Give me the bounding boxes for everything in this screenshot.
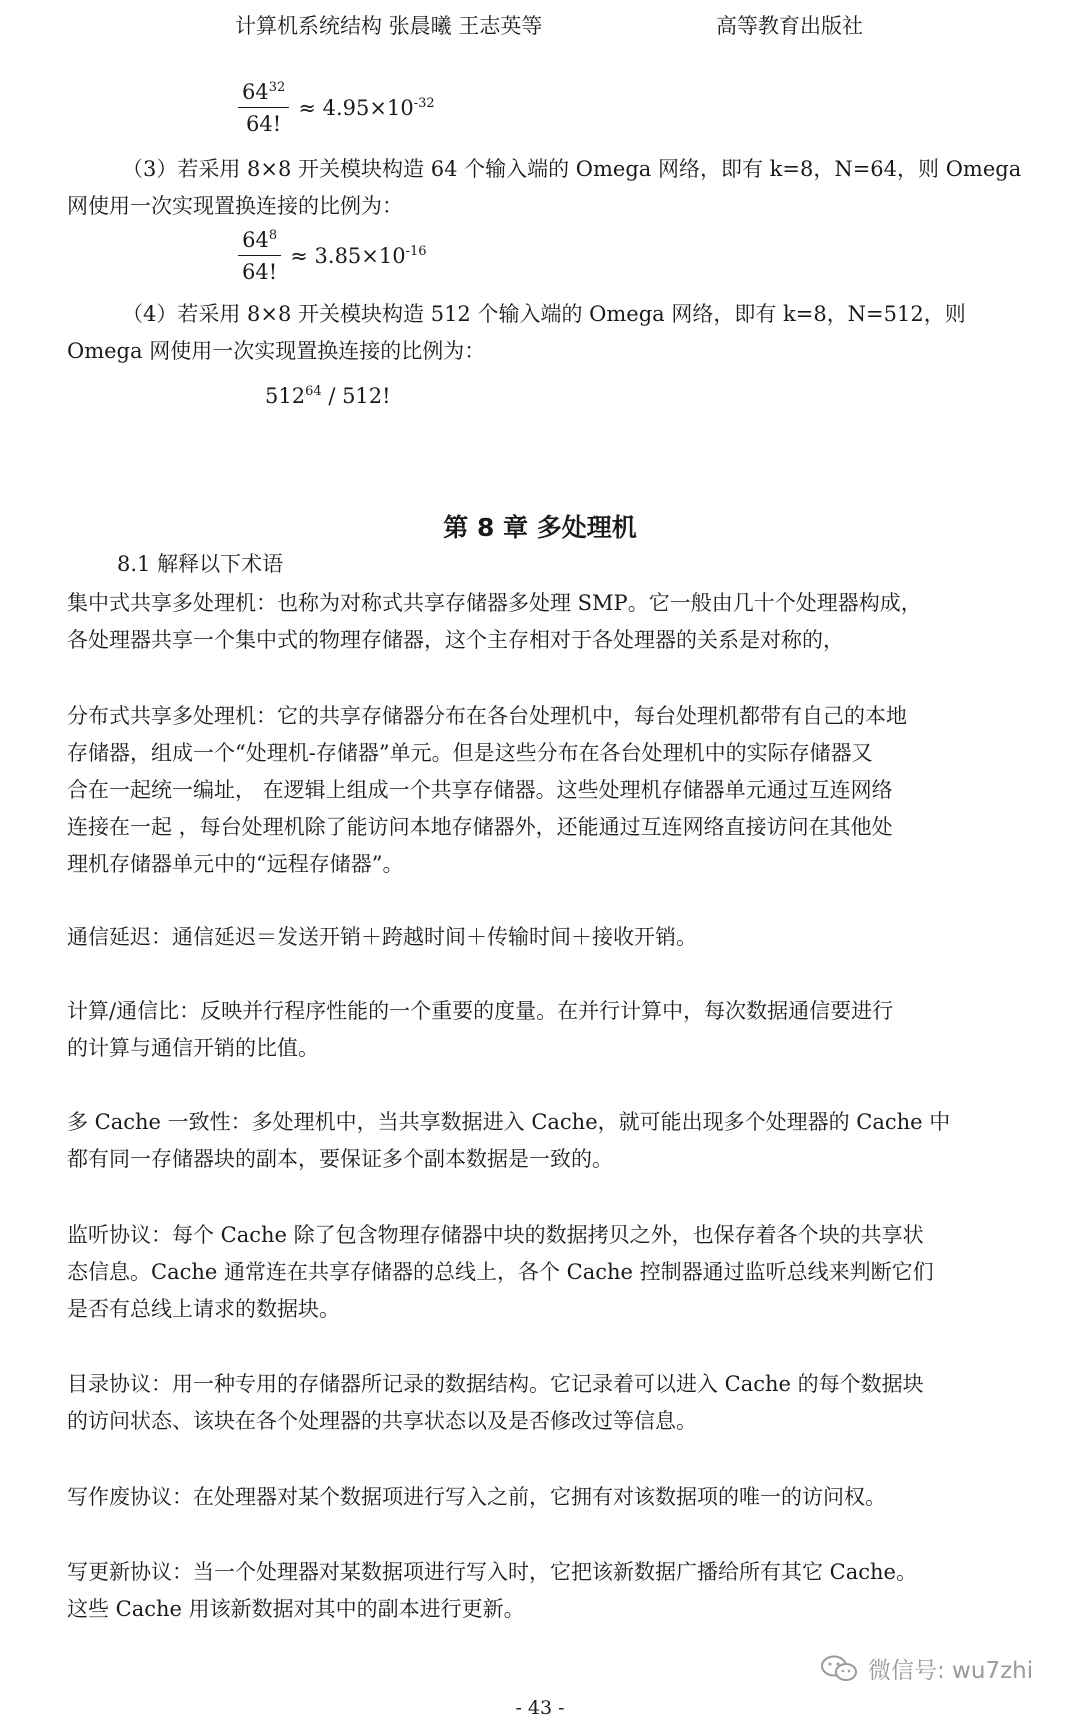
term-snooping-line-2: 态信息。Cache 通常连在共享存储器的总线上，各个 Cache 控制器通过监听总线来判断它们: [67, 1260, 934, 1284]
term-snooping-line-1: 监听协议：每个 Cache 除了包含物理存储器中块的数据拷贝之外，也保存着各个块的共享状: [67, 1223, 924, 1247]
term-ratio-line-1: 计算/通信比：反映并行程序性能的一个重要的度量。在并行计算中，每次数据通信要进行: [67, 999, 894, 1023]
para-3-line-1: （3）若采用 8×8 开关模块构造 64 个输入端的 Omega 网络，即有 k=8，N=64，则 Omega: [122, 157, 1022, 181]
term-latency: 通信延迟：通信延迟＝发送开销＋跨越时间＋传输时间＋接收开销。: [67, 925, 697, 949]
para-4-line-2: Omega 网使用一次实现置换连接的比例为：: [67, 339, 486, 363]
term-dsm-line-5: 理机存储器单元中的“远程存储器”。: [67, 852, 404, 876]
formula-3-exp: 64: [305, 384, 322, 399]
term-write-update-line-2: 这些 Cache 用该新数据对其中的副本进行更新。: [67, 1597, 525, 1621]
formula-3: [265, 384, 391, 408]
formula-1-num-exp: 32: [268, 80, 286, 95]
formula-1: [238, 80, 435, 136]
wechat-icon: [820, 1654, 860, 1684]
term-dsm-line-1: 分布式共享多处理机：它的共享存储器分布在各台处理机中，每台处理机都带有自己的本地: [67, 704, 907, 728]
formula-2-num-base: 64: [242, 228, 269, 252]
term-smp-line-1: 集中式共享多处理机：也称为对称式共享存储器多处理 SMP。它一般由几十个处理器构成，: [67, 591, 922, 615]
term-coherence-line-1: 多 Cache 一致性：多处理机中，当共享数据进入 Cache，就可能出现多个处理器的 Cache 中: [67, 1110, 951, 1134]
formula-1-fraction: [238, 80, 289, 136]
formula-3-base: 512: [265, 384, 306, 408]
formula-1-exp: -32: [413, 96, 435, 111]
term-dsm-line-2: 存储器，组成一个“处理机-存储器”单元。但是这些分布在各台处理机中的实际存储器又: [67, 741, 873, 765]
term-snooping-line-3: 是否有总线上请求的数据块。: [67, 1297, 340, 1321]
header-book-title: 计算机系统结构 张晨曦 王志英等: [235, 14, 543, 38]
formula-2-fraction: [238, 228, 281, 284]
term-coherence-line-2: 都有同一存储器块的副本，要保证多个副本数据是一致的。: [67, 1147, 613, 1171]
term-directory-line-1: 目录协议：用一种专用的存储器所记录的数据结构。它记录着可以进入 Cache 的每个数据块: [67, 1372, 924, 1396]
section-title: 8.1 解释以下术语: [117, 552, 284, 576]
page-number: - 43 -: [515, 1697, 565, 1719]
header-publisher: 高等教育出版社: [716, 14, 863, 38]
formula-2-approx: ≈ 3.85×10: [290, 244, 406, 268]
para-3-line-2: 网使用一次实现置换连接的比例为：: [67, 194, 403, 218]
term-dsm-line-3: 合在一起统一编址， 在逻辑上组成一个共享存储器。这些处理机存储器单元通过互连网络: [67, 778, 893, 802]
formula-2-num-exp: 8: [268, 228, 278, 243]
formula-1-den: 64!: [246, 112, 282, 136]
term-write-update-line-1: 写更新协议：当一个处理器对某数据项进行写入时，它把该新数据广播给所有其它 Cache。: [67, 1560, 917, 1584]
term-write-invalidate: 写作废协议：在处理器对某个数据项进行写入之前，它拥有对该数据项的唯一的访问权。: [67, 1485, 886, 1509]
formula-1-num-base: 64: [242, 80, 269, 104]
term-smp-line-2: 各处理器共享一个集中式的物理存储器，这个主存相对于各处理器的关系是对称的，: [67, 628, 844, 652]
term-directory-line-2: 的访问状态、该块在各个处理器的共享状态以及是否修改过等信息。: [67, 1409, 697, 1433]
term-ratio-line-2: 的计算与通信开销的比值。: [67, 1036, 319, 1060]
chapter-title: 第 8 章 多处理机: [443, 513, 637, 542]
watermark-text: 微信号: wu7zhi: [868, 1658, 1034, 1684]
formula-2: [238, 228, 427, 284]
wechat-watermark: [820, 1652, 1033, 1685]
formula-3-tail: / 512!: [321, 384, 391, 408]
formula-2-exp: -16: [405, 244, 427, 259]
formula-1-approx: ≈ 4.95×10: [298, 96, 414, 120]
formula-2-den: 64!: [242, 260, 278, 284]
para-4-line-1: （4）若采用 8×8 开关模块构造 512 个输入端的 Omega 网络，即有 k=8，N=512，则: [122, 302, 966, 326]
term-dsm-line-4: 连接在一起 ，每台处理机除了能访问本地存储器外，还能通过互连网络直接访问在其他处: [67, 815, 893, 839]
